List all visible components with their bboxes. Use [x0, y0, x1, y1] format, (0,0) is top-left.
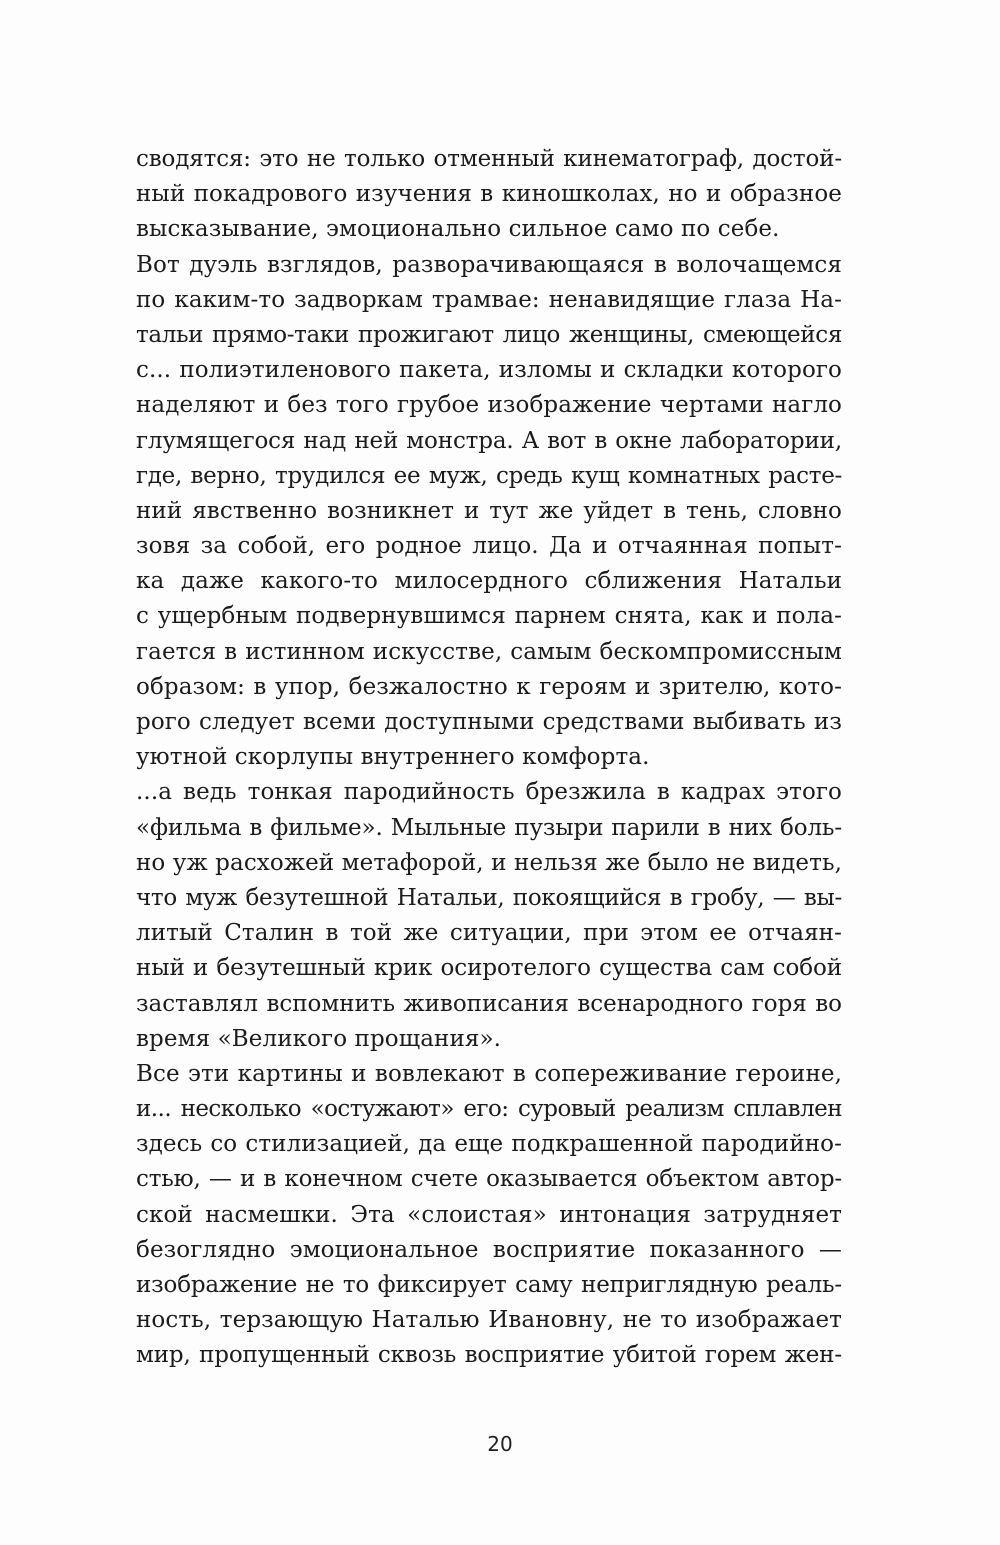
text-line: уютной скорлупы внутреннего комфорта. — [136, 744, 650, 771]
text-line: наделяют и без того грубое изображение чертами нагло — [136, 392, 842, 419]
text-line: что муж безутешной Натальи, покоящийся в гробу, — вы- — [136, 884, 842, 911]
text-line: рого следует всеми доступными средствами выбивать из — [136, 709, 842, 735]
text-line: ный покадрового изучения в киношколах, но и образное — [136, 181, 842, 208]
text-line: но уж расхожей метафорой, и нельзя же было не видеть, — [136, 849, 842, 876]
text-line: ний явственно возникнет и тут же уйдет в тень, словно — [136, 497, 842, 524]
text-line: и... несколько «остужают» его: суровый реализм сплавлен — [136, 1096, 842, 1123]
paragraph — [136, 248, 842, 776]
text-line: безоглядно эмоциональное восприятие показанного — — [136, 1236, 842, 1263]
paragraph — [136, 1057, 842, 1374]
text-line: ный и безутешный крик осиротелого существа сам собой — [136, 955, 842, 982]
text-line: «фильма в фильме». Мыльные пузыри парили в них боль- — [136, 814, 842, 841]
text-line: литый Сталин в той же ситуации, при этом ее отчаян- — [136, 920, 842, 947]
text-line: гается в истинном искусстве, самым бескомпромиссным — [136, 638, 842, 665]
text-line: с... полиэтиленового пакета, изломы и складки которого — [136, 357, 842, 384]
text-line: заставлял вспомнить живописания всенародного горя во — [136, 990, 842, 1017]
text-line: мир, пропущенный сквозь восприятие убитой горем жен- — [136, 1342, 842, 1369]
text-line: с ущербным подвернувшимся парнем снята, как и пола- — [136, 603, 842, 630]
text-line: Все эти картины и вовлекают в сопереживание героине, — [136, 1060, 842, 1087]
text-line: глумящегося над ней монстра. А вот в окне лаборатории, — [136, 427, 842, 454]
paragraph — [136, 142, 842, 248]
text-line: по каким-то задворкам трамвае: ненавидящие глаза На- — [136, 286, 842, 313]
text-line: Вот дуэль взглядов, разворачивающаяся в волочащемся — [136, 251, 842, 278]
page-number: 20 — [487, 1432, 513, 1456]
paragraph — [136, 775, 842, 1057]
body-text — [136, 142, 842, 1374]
text-line: сводятся: это не только отменный кинематограф, достой- — [136, 146, 842, 172]
text-line: здесь со стилизацией, да еще подкрашенной пародийно- — [136, 1131, 842, 1158]
text-line: ка даже какого-то милосердного сближения Натальи — [136, 568, 842, 595]
text-line: где, верно, трудился ее муж, средь кущ комнатных расте- — [136, 462, 842, 489]
text-line: зовя за собой, его родное лицо. Да и отчаянная попыт- — [136, 533, 842, 560]
text-line: образом: в упор, безжалостно к героям и зрителю, кото- — [136, 673, 842, 700]
text-line: время «Великого прощания». — [136, 1025, 502, 1052]
text-line: ность, терзающую Наталью Ивановну, не то изображает — [136, 1307, 842, 1334]
text-line: изображение не то фиксирует саму неприглядную реаль- — [136, 1272, 842, 1298]
text-line: тальи прямо-таки прожигают лицо женщины, смеющейся — [136, 321, 842, 348]
text-line: ...а ведь тонкая пародийность брезжила в кадрах этого — [136, 779, 842, 806]
text-line: ской насмешки. Эта «слоистая» интонация затрудняет — [136, 1201, 842, 1228]
text-line: высказывание, эмоционально сильное само по себе. — [136, 216, 780, 243]
text-line: стью, — и в конечном счете оказывается объектом автор- — [136, 1166, 842, 1193]
